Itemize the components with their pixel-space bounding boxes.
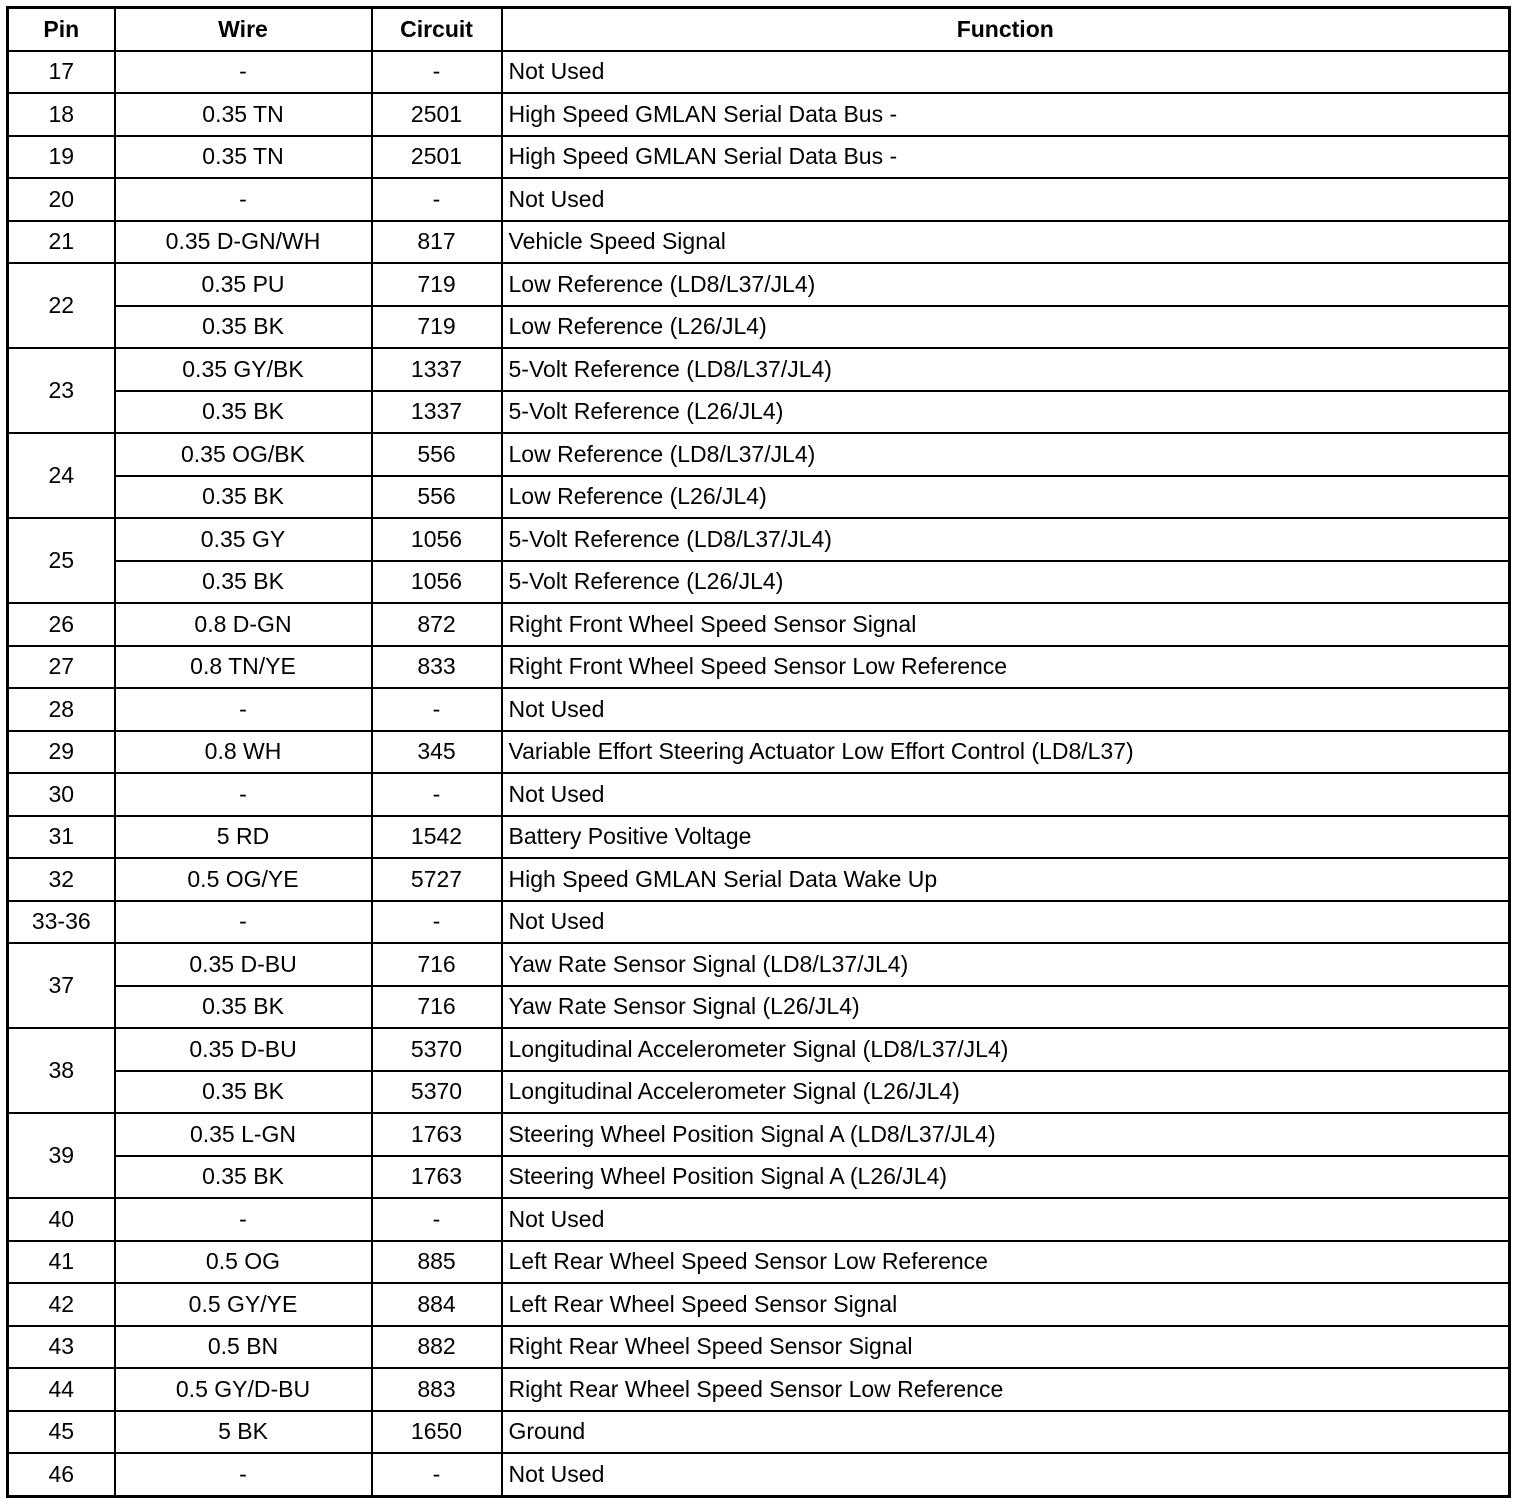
circuit-cell: 1650 [372,1411,502,1454]
circuit-cell: 1763 [372,1113,502,1156]
wire-cell: - [115,1198,372,1241]
wire-cell: - [115,1453,372,1496]
table-row [8,1453,1510,1496]
wire-cell: 0.35 PU [115,263,372,306]
header-pin: Pin [8,8,115,51]
pin-cell: 25 [8,518,115,603]
pin-cell: 40 [8,1198,115,1241]
function-cell: Not Used [502,51,1510,94]
function-cell: 5-Volt Reference (L26/JL4) [502,391,1510,434]
wire-cell: - [115,51,372,94]
wire-cell: 0.35 D-BU [115,943,372,986]
function-cell: Not Used [502,178,1510,221]
table-row [8,858,1510,901]
wire-cell: 5 RD [115,816,372,859]
table-row [8,518,1510,561]
circuit-cell: 1337 [372,348,502,391]
pin-cell: 42 [8,1283,115,1326]
wire-cell: 0.35 D-BU [115,1028,372,1071]
function-cell: Low Reference (LD8/L37/JL4) [502,433,1510,476]
pin-cell: 21 [8,221,115,264]
table-row [8,816,1510,859]
circuit-cell: 5370 [372,1071,502,1114]
function-cell: Variable Effort Steering Actuator Low Effort Control (LD8/L37) [502,731,1510,774]
table-row [8,1241,1510,1284]
header-row [8,8,1510,51]
function-cell: Right Front Wheel Speed Sensor Low Reference [502,646,1510,689]
function-cell: Low Reference (LD8/L37/JL4) [502,263,1510,306]
wire-cell: 0.35 GY/BK [115,348,372,391]
table-row [8,93,1510,136]
function-cell: Low Reference (L26/JL4) [502,476,1510,519]
circuit-cell: 1056 [372,561,502,604]
pin-cell: 44 [8,1368,115,1411]
table-row [8,1326,1510,1369]
circuit-cell: 719 [372,306,502,349]
circuit-cell: - [372,688,502,731]
header-function: Function [502,8,1510,51]
connector-pinout-table [6,6,1511,1498]
function-cell: Left Rear Wheel Speed Sensor Low Reference [502,1241,1510,1284]
pin-cell: 37 [8,943,115,1028]
wire-cell: 0.35 BK [115,1156,372,1199]
header-circuit: Circuit [372,8,502,51]
pin-cell: 24 [8,433,115,518]
table-row [8,1283,1510,1326]
function-cell: Not Used [502,901,1510,944]
table-row [8,1156,1510,1199]
pin-cell: 28 [8,688,115,731]
table-row [8,221,1510,264]
table-row [8,1198,1510,1241]
circuit-cell: 345 [372,731,502,774]
wire-cell: 0.5 OG/YE [115,858,372,901]
wire-cell: 0.35 BK [115,986,372,1029]
pin-cell: 18 [8,93,115,136]
function-cell: Right Rear Wheel Speed Sensor Low Reference [502,1368,1510,1411]
function-cell: Longitudinal Accelerometer Signal (LD8/L37/JL4) [502,1028,1510,1071]
wire-cell: 0.8 WH [115,731,372,774]
circuit-cell: 716 [372,943,502,986]
circuit-cell: 872 [372,603,502,646]
wire-cell: 0.35 TN [115,136,372,179]
wire-cell: 0.35 BK [115,476,372,519]
circuit-cell: - [372,51,502,94]
circuit-cell: 1056 [372,518,502,561]
wire-cell: 0.35 BK [115,391,372,434]
pin-cell: 26 [8,603,115,646]
table-row [8,136,1510,179]
table-row [8,348,1510,391]
pin-cell: 33-36 [8,901,115,944]
wire-cell: 0.5 GY/YE [115,1283,372,1326]
pin-cell: 20 [8,178,115,221]
circuit-cell: 719 [372,263,502,306]
function-cell: 5-Volt Reference (L26/JL4) [502,561,1510,604]
table-row [8,263,1510,306]
wire-cell: 0.35 BK [115,306,372,349]
function-cell: Right Front Wheel Speed Sensor Signal [502,603,1510,646]
pin-cell: 43 [8,1326,115,1369]
table-row [8,1113,1510,1156]
pin-cell: 30 [8,773,115,816]
pin-cell: 45 [8,1411,115,1454]
wire-cell: - [115,178,372,221]
function-cell: Left Rear Wheel Speed Sensor Signal [502,1283,1510,1326]
table-row [8,943,1510,986]
function-cell: Low Reference (L26/JL4) [502,306,1510,349]
table-row [8,646,1510,689]
wire-cell: - [115,688,372,731]
function-cell: Right Rear Wheel Speed Sensor Signal [502,1326,1510,1369]
table-row [8,1368,1510,1411]
wire-cell: 0.35 BK [115,1071,372,1114]
circuit-cell: 833 [372,646,502,689]
wire-cell: - [115,773,372,816]
function-cell: Ground [502,1411,1510,1454]
table-row [8,773,1510,816]
pin-cell: 41 [8,1241,115,1284]
circuit-cell: 883 [372,1368,502,1411]
pin-cell: 38 [8,1028,115,1113]
function-cell: Longitudinal Accelerometer Signal (L26/JL4) [502,1071,1510,1114]
circuit-cell: 1542 [372,816,502,859]
header-wire: Wire [115,8,372,51]
table-row [8,178,1510,221]
circuit-cell: 1337 [372,391,502,434]
function-cell: High Speed GMLAN Serial Data Bus - [502,136,1510,179]
circuit-cell: 884 [372,1283,502,1326]
circuit-cell: 1763 [372,1156,502,1199]
table-row [8,1411,1510,1454]
table-row [8,1028,1510,1071]
pin-cell: 19 [8,136,115,179]
function-cell: Not Used [502,1198,1510,1241]
wire-cell: 0.35 L-GN [115,1113,372,1156]
function-cell: 5-Volt Reference (LD8/L37/JL4) [502,348,1510,391]
function-cell: High Speed GMLAN Serial Data Bus - [502,93,1510,136]
circuit-cell: 556 [372,476,502,519]
function-cell: Battery Positive Voltage [502,816,1510,859]
circuit-cell: - [372,178,502,221]
wire-cell: 0.35 BK [115,561,372,604]
circuit-cell: - [372,901,502,944]
pin-cell: 32 [8,858,115,901]
wire-cell: 5 BK [115,1411,372,1454]
wire-cell: 0.35 OG/BK [115,433,372,476]
table-row [8,433,1510,476]
function-cell: 5-Volt Reference (LD8/L37/JL4) [502,518,1510,561]
circuit-cell: 716 [372,986,502,1029]
table-row [8,986,1510,1029]
table-row [8,688,1510,731]
wire-cell: 0.8 D-GN [115,603,372,646]
function-cell: Yaw Rate Sensor Signal (LD8/L37/JL4) [502,943,1510,986]
table-row [8,561,1510,604]
circuit-cell: - [372,1453,502,1496]
table-row [8,391,1510,434]
table-row [8,603,1510,646]
wire-cell: 0.35 D-GN/WH [115,221,372,264]
table-row [8,1071,1510,1114]
pin-cell: 27 [8,646,115,689]
circuit-cell: - [372,773,502,816]
pin-cell: 23 [8,348,115,433]
pin-cell: 46 [8,1453,115,1496]
circuit-cell: 2501 [372,136,502,179]
wire-cell: 0.5 BN [115,1326,372,1369]
pin-cell: 17 [8,51,115,94]
function-cell: Vehicle Speed Signal [502,221,1510,264]
table-row [8,476,1510,519]
function-cell: Steering Wheel Position Signal A (L26/JL4) [502,1156,1510,1199]
circuit-cell: 2501 [372,93,502,136]
wire-cell: 0.35 GY [115,518,372,561]
circuit-cell: 5370 [372,1028,502,1071]
table-row [8,51,1510,94]
pin-cell: 29 [8,731,115,774]
wire-cell: 0.5 OG [115,1241,372,1284]
wire-cell: - [115,901,372,944]
pin-cell: 22 [8,263,115,348]
wire-cell: 0.35 TN [115,93,372,136]
function-cell: Not Used [502,1453,1510,1496]
function-cell: Yaw Rate Sensor Signal (L26/JL4) [502,986,1510,1029]
wire-cell: 0.8 TN/YE [115,646,372,689]
function-cell: Not Used [502,773,1510,816]
function-cell: Steering Wheel Position Signal A (LD8/L37/JL4) [502,1113,1510,1156]
table-row [8,901,1510,944]
pin-cell: 39 [8,1113,115,1198]
wire-cell: 0.5 GY/D-BU [115,1368,372,1411]
circuit-cell: 556 [372,433,502,476]
circuit-cell: 882 [372,1326,502,1369]
pin-cell: 31 [8,816,115,859]
function-cell: Not Used [502,688,1510,731]
circuit-cell: 5727 [372,858,502,901]
table-row [8,731,1510,774]
function-cell: High Speed GMLAN Serial Data Wake Up [502,858,1510,901]
table-row [8,306,1510,349]
circuit-cell: - [372,1198,502,1241]
circuit-cell: 885 [372,1241,502,1284]
table-body [8,51,1510,1497]
circuit-cell: 817 [372,221,502,264]
